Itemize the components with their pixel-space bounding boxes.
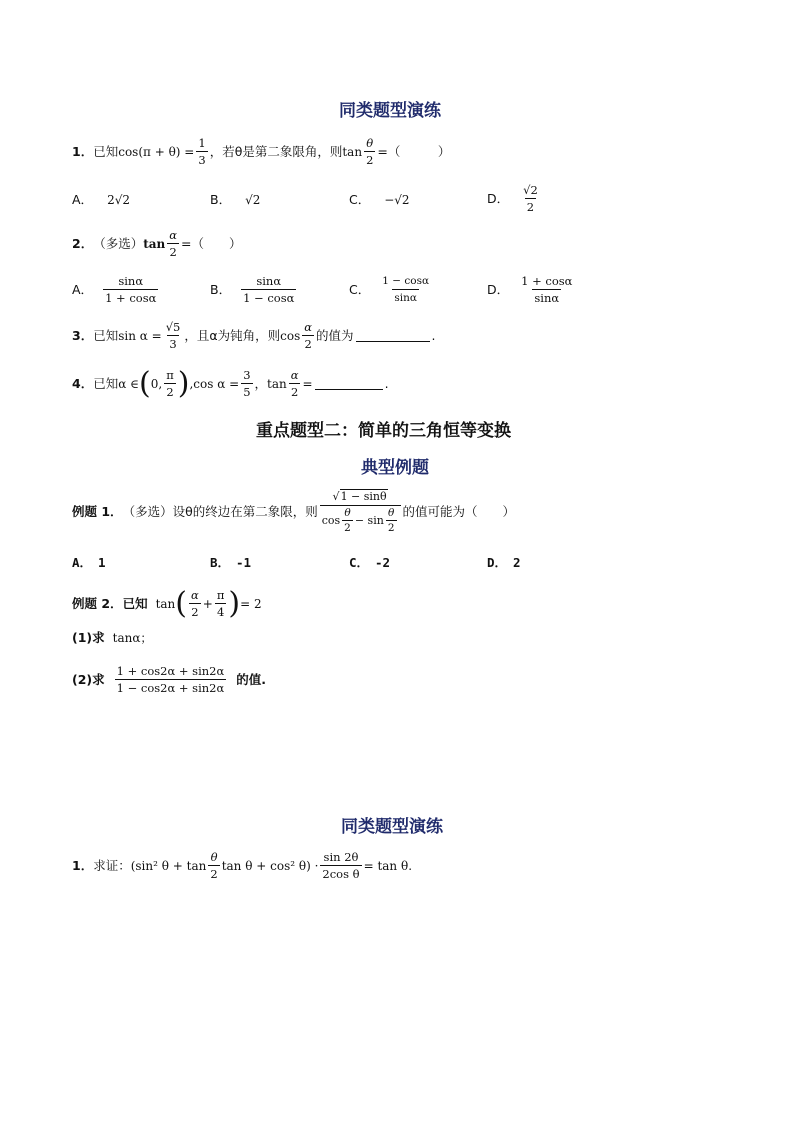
example-1 (72, 490, 515, 534)
section-title-practice-1: 同类题型演练 (339, 101, 441, 121)
question-text: =（ ） (377, 143, 451, 159)
example-2-part-2: (2)求 $\frac{1 + \cos 2\alpha + \sin 2\alpha}{1 - \cos 2\alpha + \sin 2\alpha}$ 的值. (72, 664, 267, 695)
option-b: B． √2 (210, 192, 261, 207)
example-2: 例题 2． 已知 tan ( $\frac{\alpha}{2}$ + $\frac{\pi}{4}$ ) = 2 (72, 585, 262, 621)
math-expression: α ∈ (118, 376, 140, 391)
option-b: B． -1 (210, 555, 252, 570)
option-c: C． -2 (349, 555, 391, 570)
question-text: 已知 (93, 375, 119, 391)
question-1 (72, 136, 450, 167)
answer-blank[interactable] (315, 377, 383, 390)
question-text: 已知 (93, 327, 119, 343)
fraction: $\frac{\alpha}{2}$ (169, 228, 178, 259)
fraction: $\frac{\pi}{4}$ (216, 588, 225, 619)
section-title-practice-2: 同类题型演练 (341, 817, 443, 837)
fraction: $\frac{\sin 2\theta}{\text{2cos θ}}$ (322, 850, 360, 881)
example-2-part-1: (1)求 tanα； (72, 630, 153, 645)
option-a: A． 2√2 (72, 192, 130, 207)
question-text: 的值为 (316, 327, 354, 343)
section-title-examples: 典型例题 (361, 458, 429, 478)
example-text: 已知 (122, 595, 148, 611)
question-text: ，且α为钝角，则 (184, 327, 281, 343)
question-number: 4． (72, 375, 94, 391)
section-title-key-type-2: 重点题型二：简单的三角恒等变换 (256, 421, 511, 441)
question-number: 2． (72, 235, 94, 251)
example-text: （多选）设θ的终边在第二象限，则 (122, 504, 318, 519)
question-text: （多选） (93, 235, 144, 251)
question-number: 3． (72, 327, 94, 343)
math-expression: tan (267, 376, 287, 391)
option-b: B． $\frac{\sin\alpha}{1 - \cos\alpha}$ (210, 274, 295, 305)
math-expression: ,cos α = (189, 376, 240, 391)
question-text: 已知 (93, 143, 119, 159)
option-c: C． −√2 (349, 192, 410, 207)
question-number: 1． (72, 857, 94, 873)
question-proof-1: 1． 求证： (sin² θ + tan $\frac{\theta}{2}$ tan θ + cos² θ) · $\frac{\sin 2\theta}{\text{2cos θ}}$ = tan θ. (72, 850, 413, 881)
example-text: 的值可能为（ ） (402, 504, 516, 519)
math-expression: tan (143, 236, 166, 251)
question-text: =（ ） (181, 235, 242, 251)
fraction: $\frac{\alpha}{2}$ (191, 588, 199, 619)
question-text: ，若θ是第二象限角，则 (209, 143, 343, 159)
fraction: $\frac{\alpha}{2}$ (290, 368, 299, 399)
fraction: $\frac{\pi}{2}$ (166, 368, 174, 399)
option-d: D． 2 (487, 555, 521, 570)
fraction: $\frac{1}{3}$ (198, 136, 206, 167)
fraction: $\frac{\theta}{2}$ (366, 136, 374, 167)
math-expression: cos(π + θ) = (118, 144, 195, 159)
option-d: D． $\frac{√2}{2}$ (487, 183, 538, 214)
question-text: 求证： (93, 857, 131, 873)
fraction: $\frac{3}{5}$ (243, 368, 251, 399)
fraction: $\frac{\theta}{2}$ (210, 850, 218, 881)
question-3: 3． 已知 sin α = $\frac{√5}{3}$ ，且α为钝角，则 cos $\frac{\alpha}{2}$ 的值为 . (72, 320, 436, 351)
answer-blank[interactable] (356, 329, 430, 342)
option-a: A． $\frac{\sin\alpha}{1 + \cos\alpha}$ (72, 274, 157, 305)
math-expression: sin α = (118, 328, 162, 343)
option-d: D． $\frac{1 + \cos\alpha}{\sin\alpha}$ (487, 274, 573, 305)
question-number: 1． (72, 143, 94, 159)
math-expression: tan (342, 144, 363, 159)
fraction: $\frac{√5}{3}$ (165, 320, 181, 351)
option-a: A． 1 (72, 555, 106, 570)
example-label: 例题 1． (72, 504, 123, 519)
fraction: $\frac{1 + \cos 2\alpha + \sin 2\alpha}{1 - \cos 2\alpha + \sin 2\alpha}$ (116, 664, 225, 695)
example-label: 例题 2． (72, 595, 123, 611)
math-expression: cos (280, 328, 301, 343)
question-4: 4． 已知 α ∈ ( 0, $\frac{\pi}{2}$ ) ,cos α = $\frac{3}{5}$ ， tan $\frac{\alpha}{2}$ = . (72, 365, 389, 401)
question-2 (72, 228, 242, 259)
option-c: C． $\frac{1 - \cos\alpha}{\sin\alpha}$ (349, 275, 430, 304)
fraction: √1 − sinθ cos $\frac{\theta}{2}$ − sin $\frac{\theta}{2}$ (320, 490, 401, 534)
fraction: $\frac{\alpha}{2}$ (304, 320, 313, 351)
